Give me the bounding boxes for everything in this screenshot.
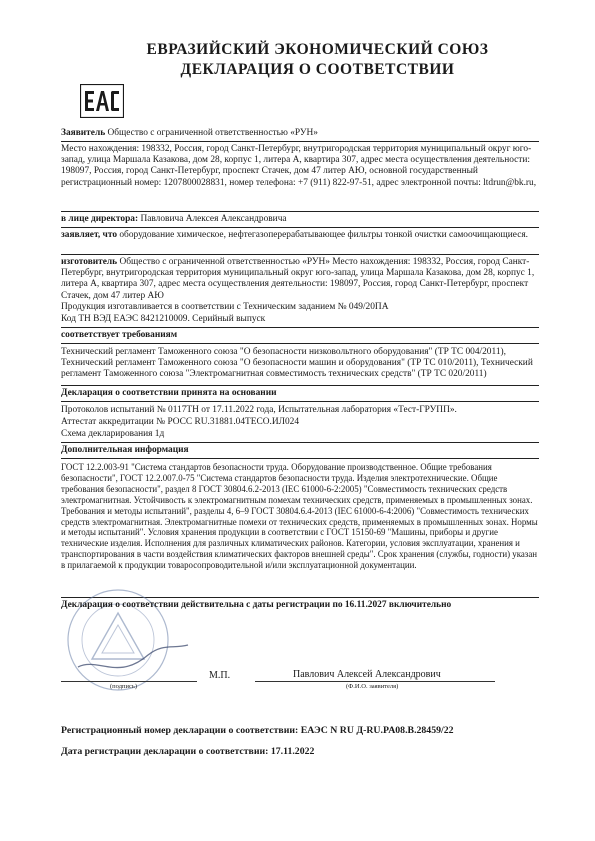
director-label: в лице директора: bbox=[61, 214, 139, 224]
declaration-title: ДЕКЛАРАЦИЯ О СООТВЕТСТВИИ bbox=[180, 61, 455, 78]
director-line bbox=[61, 214, 539, 225]
declares-block bbox=[61, 230, 539, 241]
declares-label: заявляет, что bbox=[61, 230, 118, 240]
signer-name: Павлович Алексей Александрович bbox=[293, 669, 441, 680]
manufacturer-spec: Продукция изготавливается в соответствии с Техническим заданием № 049/20ПА bbox=[61, 302, 389, 312]
compliance-text: Технический регламент Таможенного союза "О безопасности низковольтного оборудования" (ТР ТС 004/2011), Технический регламент Таможенного союза "О безопасности машин и оборудования" (ТР ТС 010/2011), Технический регламент Таможенного союза "Электромагнитная совместимость технических средств" (ТР ТС 020/2011) bbox=[61, 347, 533, 380]
basis-accreditation: Аттестат аккредитации № РОСС RU.31881.04ТЕСО.ИЛ024 bbox=[61, 417, 300, 427]
director-name: Павловича Алексея Александровича bbox=[140, 214, 287, 224]
basis-label: Декларация о соответствии принята на основании bbox=[61, 388, 277, 398]
divider bbox=[61, 227, 539, 228]
basis-protocol: Протоколов испытаний № 0117ТН от 17.11.2022 года, Испытательная лаборатория «Тест-ГРУПП». bbox=[61, 405, 457, 415]
location-text: Место нахождения: 198332, Россия, город Санкт-Петербург, внутригородская территория муниципальный округ юго-запад, улица Маршала Казакова, дом 28, корпус 1, литера А, квартира 307, адрес места осуществления деятельности: 198097, Россия, город Санкт-Петербург, проспект Стачек, дом 47 литер АЮ, основной государственный регистрационный номер: 1207800028831, номер телефона: +7 (911) 822-97-51, адрес электронной почты: ltdrun@bk.ru, bbox=[61, 144, 537, 188]
fio-line bbox=[255, 681, 495, 682]
stamp-place-label: М.П. bbox=[209, 670, 231, 681]
registration-number: Регистрационный номер декларации о соответствии: ЕАЭС N RU Д-RU.PA08.B.28459/22 bbox=[61, 725, 454, 736]
additional-text: ГОСТ 12.2.003-91 "Система стандартов безопасности труда. Оборудование производственное. Общие требования безопасности", ГОСТ 12.2.007.0-75 "Система стандартов безопасности труда. Изделия электротехнические. Общие требования безопасности", раздел 8 ГОСТ 30804.6.2-2013 (IEC 61000-6-2:2005) "Совместимость технических средств электромагнитная. Устойчивость к электромагнитным помехам технических средств, применяемых в промышленных зонах. Требования и методы испытаний", разделы 4, 6–9 ГОСТ 30804.6.4-2013 (IEC 61000-6-4:2006) "Совместимость технических средств электромагнитная. Электромагнитные помехи от технических средств, применяемых в промышленных зонах. Нормы и методы испытаний". Условия хранения продукции в соответствии с ГОСТ 15150-69 "Машины, приборы и другие технические изделия. Исполнения для различных климатических районов. Категории, условия эксплуатации, хранения и транспортирования в части воздействия климатических факторов внешней среды". Срок хранения (службы, годности) указан в прилагаемой к продукции товаросопроводительной и/или эксплуатационной документации. bbox=[61, 462, 538, 571]
applicant-name: Общество с ограниченной ответственностью «РУН» bbox=[107, 128, 318, 138]
registration-date: Дата регистрации декларации о соответствии: 17.11.2022 bbox=[61, 746, 315, 757]
fio-caption: (Ф.И.О. заявителя) bbox=[346, 683, 399, 690]
eac-logo bbox=[80, 84, 124, 118]
divider bbox=[61, 327, 539, 328]
basis-scheme: Схема декларирования 1д bbox=[61, 429, 165, 439]
divider bbox=[61, 401, 539, 402]
manufacturer-text: Общество с ограниченной ответственностью «РУН» Место нахождения: 198332, Россия, город Санкт-Петербург, внутригородская территория муниципальный округ юго-запад, улица Маршала Казакова, дом 28, корпус 1, литера А, квартира 307, адрес места осуществления деятельности: 198097, Россия, город Санкт-Петербург, проспект Стачек, дом 47 литер АЮ bbox=[61, 257, 535, 301]
signature-caption: (подпись) bbox=[110, 683, 137, 690]
signature-line bbox=[61, 681, 197, 682]
union-title: ЕВРАЗИЙСКИЙ ЭКОНОМИЧЕСКИЙ СОЮЗ bbox=[146, 41, 489, 58]
applicant-line bbox=[61, 128, 539, 139]
additional-label: Дополнительная информация bbox=[61, 445, 189, 455]
divider bbox=[61, 458, 539, 459]
divider bbox=[61, 254, 539, 255]
applicant-label: Заявитель bbox=[61, 128, 106, 138]
validity-text: Декларация о соответствии действительна с даты регистрации по 16.11.2027 включительно bbox=[61, 600, 452, 610]
product-code: Код ТН ВЭД ЕАЭС 8421210009. Серийный выпуск bbox=[61, 314, 266, 324]
declares-text: оборудование химическое, нефтегазоперерабатывающее фильтры тонкой очистки самоочищающиеся. bbox=[119, 230, 529, 240]
divider bbox=[61, 343, 539, 344]
divider bbox=[61, 442, 539, 443]
divider bbox=[61, 385, 539, 386]
manufacturer-block bbox=[61, 257, 539, 302]
divider bbox=[61, 211, 539, 212]
compliance-label: соответствует требованиям bbox=[61, 330, 178, 340]
manufacturer-label: изготовитель bbox=[61, 257, 118, 267]
divider bbox=[61, 141, 539, 142]
